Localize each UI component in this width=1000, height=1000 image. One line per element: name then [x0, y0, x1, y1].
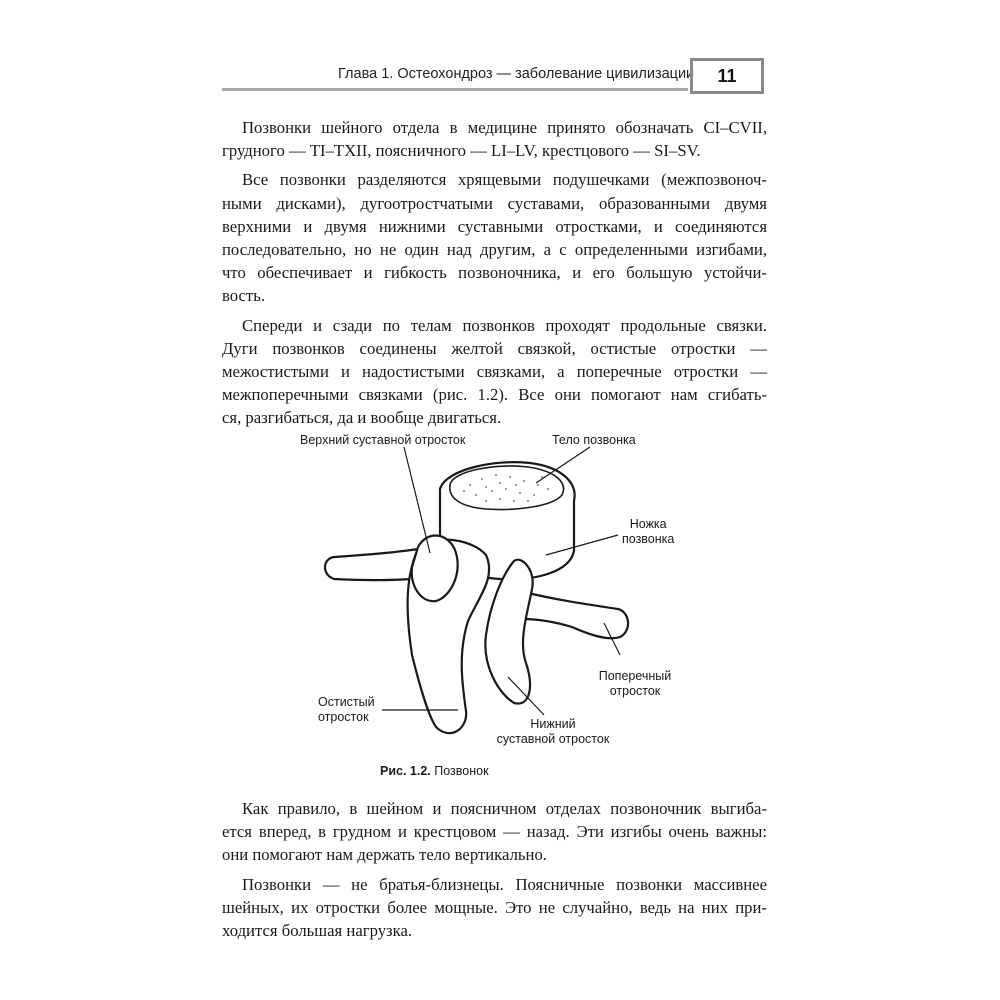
- paragraph: [222, 116, 767, 162]
- caption-text: Позвонок: [430, 764, 489, 778]
- text-line: Спереди и сзади по телам позвонков проходят продольные связки.: [242, 315, 767, 335]
- text-line: межостистыми и надостистыми связками, а поперечные отростки —: [222, 362, 767, 382]
- text-line: Как правило, в шейном и поясничном отделах позвоночник выгиба-: [242, 799, 767, 818]
- caption-number: Рис. 1.2.: [380, 764, 431, 778]
- text-line: грудного — TI–TXII, поясничного — LI–LV, крестцового — SI–SV.: [222, 141, 701, 161]
- paragraph: [222, 797, 767, 867]
- text-line: вость.: [222, 286, 266, 306]
- label-inferior-line1: Нижний: [530, 717, 576, 731]
- text-line: шейных, их отростки более мощные. Это не случайно, ведь на них при-: [222, 897, 767, 917]
- paragraph: [222, 168, 767, 307]
- label-inferior-line2: суставной отросток: [496, 732, 610, 746]
- body-text-bottom: [222, 797, 767, 948]
- text-line: ными дисками), дугоотростчатыми суставами, образованными двумя: [222, 193, 767, 213]
- label-superior-articular: Верхний суставной отросток: [300, 433, 466, 447]
- transverse-process-right-shape: [522, 593, 628, 638]
- text-line: они помогают нам держать тело вертикально.: [222, 845, 547, 865]
- label-transverse-line1: Поперечный: [598, 669, 672, 683]
- text-line: Дуги позвонков соединены желтой связкой, остистые отростки —: [222, 338, 767, 358]
- label-transverse-line2: отросток: [609, 684, 661, 698]
- label-inferior-articular: [478, 717, 628, 747]
- figure-caption: [380, 764, 620, 778]
- label-pedicle-line2: позвонка: [622, 532, 675, 546]
- text-line: Все позвонки разделяются хрящевыми подушечками (межпозвоноч-: [242, 170, 767, 190]
- body-top-surface-shape: [450, 466, 564, 510]
- label-vertebral-body: Тело позвонка: [552, 433, 636, 447]
- body-text-top: [222, 116, 767, 436]
- text-line: ется вперед, в грудном и крестцовом — назад. Эти изгибы очень важны:: [222, 822, 767, 842]
- label-pedicle: [622, 517, 674, 547]
- header-rule: [222, 88, 688, 91]
- label-pedicle-line1: Ножка: [629, 517, 667, 531]
- text-line: верхними и двумя нижними суставными отростками, и соединяются: [222, 216, 767, 236]
- inferior-articular-shape: [485, 560, 532, 704]
- paragraph: [222, 873, 767, 943]
- page-number: [690, 58, 764, 94]
- label-spinous-line2: отросток: [318, 710, 369, 724]
- vertebra-figure: [300, 425, 700, 765]
- running-header-title: Глава 1. Остеохондроз — заболевание цивилизации: [338, 66, 695, 82]
- label-spinous-line1: Остистый: [318, 695, 375, 709]
- label-transverse: [580, 669, 690, 699]
- text-line: Позвонки шейного отдела в медицине принято обозначать CI–CVII,: [242, 118, 767, 137]
- text-line: ся, разгибаться, да и вообще двигаться.: [222, 408, 502, 428]
- page-number-text: 11: [717, 65, 737, 86]
- text-line: Позвонки — не братья-близнецы. Поясничные позвонки массивнее: [242, 874, 767, 894]
- text-line: последовательно, но не один над другим, а с определенными изгибами,: [222, 240, 767, 260]
- label-spinous: [318, 695, 375, 725]
- text-line: межпоперечными связками (рис. 1.2). Все они помогают нам сгибать-: [222, 385, 767, 405]
- paragraph: [222, 314, 767, 430]
- text-line: ходится большая нагрузка.: [222, 921, 413, 941]
- text-line: что обеспечивает и гибкость позвоночника, и его большую устойчи-: [222, 263, 767, 283]
